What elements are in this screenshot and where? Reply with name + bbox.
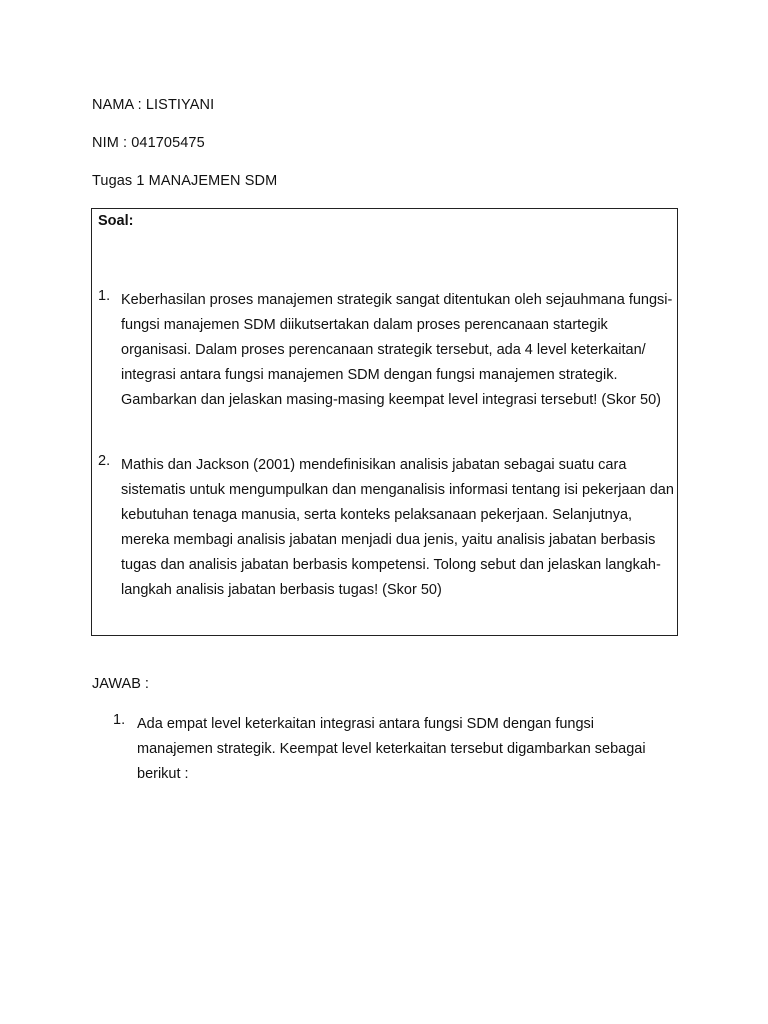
task-title: Tugas 1 MANAJEMEN SDM bbox=[92, 173, 278, 189]
question-number: 1. bbox=[98, 288, 111, 304]
question-text: Mathis dan Jackson (2001) mendefinisikan analisis jabatan sebagai suatu cara sistematis untuk mengumpulkan dan menganalisis informasi tentang isi pekerjaan dan kebutuhan tenaga manusia, serta konteks pelaksanaan pekerjaan. Selanjutnya, mereka membagi analisis jabatan menjadi dua jenis, yaitu analisis jabatan berbasis tugas dan analisis jabatan berbasis kompetensi. Tolong sebut dan jelaskan langkah-langkah analisis jabatan berbasis tugas! (Skor 50) bbox=[121, 457, 674, 598]
answer-heading: JAWAB : bbox=[92, 676, 149, 692]
student-name: NAMA : LISTIYANI bbox=[92, 97, 215, 113]
question-number: 2. bbox=[98, 453, 111, 469]
answer-number: 1. bbox=[113, 712, 126, 728]
question-text: Keberhasilan proses manajemen strategik sangat ditentukan oleh sejauhmana fungsi-fungsi manajemen SDM diikutsertakan dalam proses perencanaan startegik organisasi. Dalam proses perencanaan strategik tersebut, ada 4 level keterkaitan/ integrasi antara fungsi manajemen SDM dengan fungsi manajemen strategik. Gambarkan dan jelaskan masing-masing keempat level integrasi tersebut! (Skor 50) bbox=[121, 292, 673, 408]
student-nim: NIM : 041705475 bbox=[92, 135, 205, 151]
answer-text: Ada empat level keterkaitan integrasi antara fungsi SDM dengan fungsi manajemen strategik. Keempat level keterkaitan tersebut digambarkan sebagai berikut : bbox=[137, 716, 646, 782]
questions-box bbox=[91, 208, 678, 636]
questions-heading: Soal: bbox=[98, 213, 134, 229]
